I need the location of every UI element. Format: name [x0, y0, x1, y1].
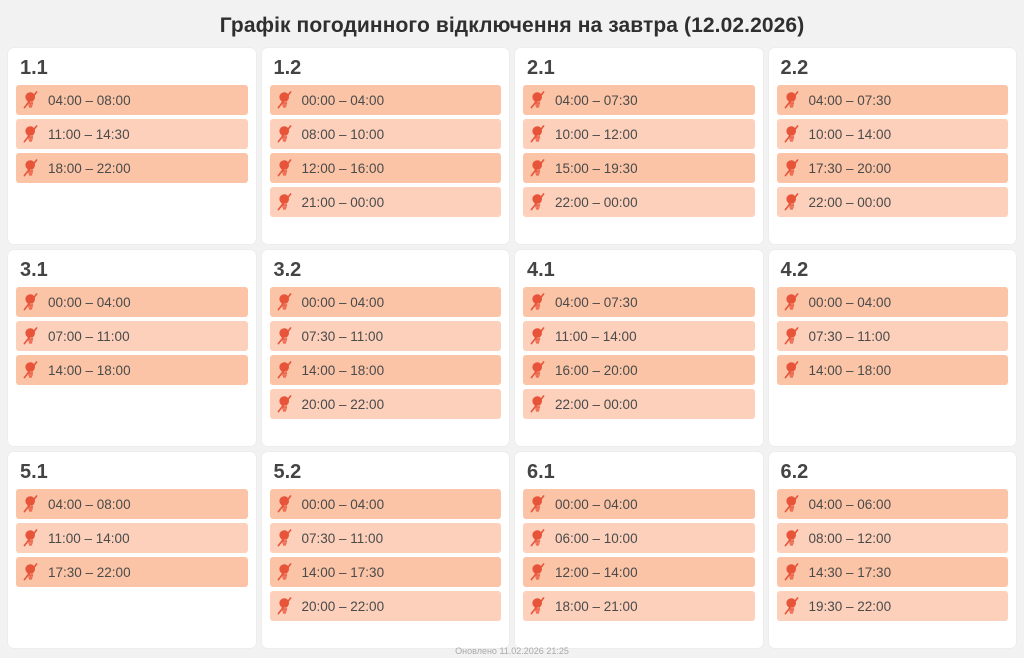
- outage-slot: [777, 287, 1009, 317]
- outage-slot: [270, 153, 502, 183]
- broken-bulb-icon: [529, 562, 547, 582]
- group-name: 4.1: [527, 259, 555, 281]
- slot-time-range: 04:00 – 07:30: [555, 92, 638, 108]
- slot-time-range: 17:30 – 20:00: [808, 160, 892, 176]
- broken-bulb-icon: [22, 124, 40, 144]
- outage-slot: [523, 287, 755, 317]
- group-name: 2.2: [780, 57, 809, 79]
- outage-slot: [270, 557, 502, 587]
- group-card: [769, 48, 1017, 244]
- slot-time-range: 06:00 – 10:00: [555, 530, 638, 546]
- outage-slot: [270, 389, 502, 419]
- slot-list: [270, 489, 502, 621]
- broken-bulb-icon: [276, 494, 294, 514]
- updated-timestamp: Оновлено 11.02.2026 21:25: [455, 646, 569, 656]
- page-title: Графік погодинного відключення на завтра (12.02.2026): [219, 14, 805, 37]
- slot-time-range: 22:00 – 00:00: [555, 194, 638, 210]
- slot-time-range: 14:30 – 17:30: [808, 564, 892, 580]
- slot-list: [777, 85, 1009, 217]
- group-name: 5.2: [273, 461, 302, 483]
- outage-slot: [16, 287, 248, 317]
- broken-bulb-icon: [276, 360, 294, 380]
- slot-list: [270, 287, 502, 419]
- broken-bulb-icon: [783, 158, 801, 178]
- broken-bulb-icon: [276, 124, 294, 144]
- slot-time-range: 07:30 – 11:00: [301, 328, 384, 344]
- slot-time-range: 12:00 – 16:00: [301, 160, 385, 176]
- slot-list: [777, 489, 1009, 621]
- broken-bulb-icon: [276, 90, 294, 110]
- broken-bulb-icon: [529, 192, 547, 212]
- broken-bulb-icon: [276, 562, 294, 582]
- broken-bulb-icon: [22, 494, 40, 514]
- slot-time-range: 00:00 – 04:00: [301, 496, 385, 512]
- outage-slot: [523, 85, 755, 115]
- slot-time-range: 12:00 – 14:00: [555, 564, 638, 580]
- broken-bulb-icon: [276, 158, 294, 178]
- broken-bulb-icon: [22, 562, 40, 582]
- broken-bulb-icon: [529, 394, 547, 414]
- slot-list: [523, 489, 755, 621]
- slot-time-range: 07:30 – 11:00: [808, 328, 891, 344]
- outage-slot: [523, 153, 755, 183]
- slot-time-range: 04:00 – 08:00: [48, 92, 131, 108]
- group-name: 2.1: [527, 57, 555, 79]
- broken-bulb-icon: [529, 326, 547, 346]
- slot-time-range: 14:00 – 18:00: [808, 362, 892, 378]
- outage-slot: [16, 119, 248, 149]
- broken-bulb-icon: [22, 90, 40, 110]
- broken-bulb-icon: [529, 292, 547, 312]
- slot-list: [270, 85, 502, 217]
- group-name: 3.1: [20, 259, 48, 281]
- outage-slot: [523, 119, 755, 149]
- group-name: 3.2: [273, 259, 302, 281]
- schedule-grid: [0, 48, 1024, 648]
- slot-time-range: 08:00 – 10:00: [301, 126, 385, 142]
- broken-bulb-icon: [276, 596, 294, 616]
- outage-slot: [270, 287, 502, 317]
- outage-slot: [523, 523, 755, 553]
- group-name: 1.1: [20, 57, 48, 79]
- group-card: [769, 452, 1017, 648]
- outage-slot: [270, 85, 502, 115]
- slot-time-range: 07:30 – 11:00: [301, 530, 384, 546]
- group-card: [515, 48, 763, 244]
- slot-time-range: 16:00 – 20:00: [555, 362, 638, 378]
- slot-time-range: 18:00 – 22:00: [48, 160, 131, 176]
- slot-list: [777, 287, 1009, 385]
- outage-slot: [777, 85, 1009, 115]
- outage-slot: [777, 355, 1009, 385]
- group-name: 5.1: [20, 461, 48, 483]
- broken-bulb-icon: [783, 124, 801, 144]
- group-name: 6.1: [527, 461, 555, 483]
- outage-slot: [16, 321, 248, 351]
- slot-time-range: 00:00 – 04:00: [301, 294, 385, 310]
- outage-slot: [523, 591, 755, 621]
- slot-time-range: 14:00 – 18:00: [48, 362, 131, 378]
- broken-bulb-icon: [783, 528, 801, 548]
- broken-bulb-icon: [783, 192, 801, 212]
- broken-bulb-icon: [529, 158, 547, 178]
- slot-time-range: 20:00 – 22:00: [301, 396, 385, 412]
- broken-bulb-icon: [529, 360, 547, 380]
- outage-slot: [270, 187, 502, 217]
- group-card: [8, 452, 256, 648]
- broken-bulb-icon: [783, 292, 801, 312]
- broken-bulb-icon: [276, 192, 294, 212]
- outage-slot: [16, 355, 248, 385]
- outage-slot: [777, 153, 1009, 183]
- outage-slot: [270, 489, 502, 519]
- broken-bulb-icon: [276, 394, 294, 414]
- broken-bulb-icon: [276, 326, 294, 346]
- slot-time-range: 10:00 – 12:00: [555, 126, 638, 142]
- slot-list: [16, 489, 248, 587]
- group-name: 1.2: [273, 57, 302, 79]
- broken-bulb-icon: [783, 596, 801, 616]
- slot-time-range: 20:00 – 22:00: [301, 598, 385, 614]
- broken-bulb-icon: [783, 90, 801, 110]
- slot-time-range: 14:00 – 18:00: [301, 362, 385, 378]
- broken-bulb-icon: [529, 494, 547, 514]
- outage-slot: [777, 321, 1009, 351]
- outage-slot: [16, 153, 248, 183]
- outage-slot: [270, 119, 502, 149]
- broken-bulb-icon: [22, 528, 40, 548]
- outage-slot: [523, 389, 755, 419]
- slot-list: [523, 85, 755, 217]
- slot-time-range: 00:00 – 04:00: [555, 496, 638, 512]
- outage-slot: [270, 355, 502, 385]
- outage-slot: [777, 187, 1009, 217]
- outage-slot: [777, 489, 1009, 519]
- outage-slot: [270, 321, 502, 351]
- broken-bulb-icon: [529, 528, 547, 548]
- broken-bulb-icon: [22, 326, 40, 346]
- broken-bulb-icon: [22, 360, 40, 380]
- group-card: [262, 48, 510, 244]
- broken-bulb-icon: [529, 596, 547, 616]
- slot-time-range: 14:00 – 17:30: [301, 564, 385, 580]
- broken-bulb-icon: [276, 292, 294, 312]
- slot-time-range: 22:00 – 00:00: [808, 194, 892, 210]
- outage-slot: [16, 557, 248, 587]
- group-card: [8, 250, 256, 446]
- slot-time-range: 04:00 – 08:00: [48, 496, 131, 512]
- broken-bulb-icon: [783, 360, 801, 380]
- outage-slot: [523, 355, 755, 385]
- outage-slot: [523, 321, 755, 351]
- slot-time-range: 08:00 – 12:00: [808, 530, 892, 546]
- slot-time-range: 04:00 – 07:30: [555, 294, 638, 310]
- broken-bulb-icon: [22, 158, 40, 178]
- slot-time-range: 04:00 – 07:30: [808, 92, 892, 108]
- group-card: [262, 452, 510, 648]
- broken-bulb-icon: [783, 562, 801, 582]
- outage-slot: [777, 523, 1009, 553]
- outage-slot: [270, 591, 502, 621]
- group-card: [769, 250, 1017, 446]
- slot-time-range: 22:00 – 00:00: [555, 396, 638, 412]
- slot-time-range: 17:30 – 22:00: [48, 564, 131, 580]
- outage-slot: [777, 119, 1009, 149]
- outage-slot: [16, 523, 248, 553]
- broken-bulb-icon: [529, 90, 547, 110]
- outage-slot: [523, 489, 755, 519]
- group-card: [262, 250, 510, 446]
- slot-time-range: 18:00 – 21:00: [555, 598, 638, 614]
- group-card: [515, 452, 763, 648]
- group-card: [8, 48, 256, 244]
- outage-slot: [16, 85, 248, 115]
- outage-slot: [270, 523, 502, 553]
- slot-list: [16, 287, 248, 385]
- slot-list: [523, 287, 755, 419]
- slot-time-range: 00:00 – 04:00: [301, 92, 385, 108]
- broken-bulb-icon: [276, 528, 294, 548]
- slot-time-range: 19:30 – 22:00: [808, 598, 892, 614]
- group-card: [515, 250, 763, 446]
- slot-time-range: 00:00 – 04:00: [48, 294, 131, 310]
- slot-time-range: 11:00 – 14:30: [48, 126, 130, 142]
- slot-time-range: 07:00 – 11:00: [48, 328, 130, 344]
- outage-slot: [523, 187, 755, 217]
- slot-time-range: 00:00 – 04:00: [808, 294, 892, 310]
- outage-slot: [777, 591, 1009, 621]
- outage-slot: [16, 489, 248, 519]
- broken-bulb-icon: [22, 292, 40, 312]
- broken-bulb-icon: [529, 124, 547, 144]
- slot-time-range: 04:00 – 06:00: [808, 496, 892, 512]
- slot-time-range: 21:00 – 00:00: [301, 194, 385, 210]
- outage-slot: [523, 557, 755, 587]
- slot-time-range: 11:00 – 14:00: [48, 530, 130, 546]
- broken-bulb-icon: [783, 494, 801, 514]
- slot-list: [16, 85, 248, 183]
- slot-time-range: 11:00 – 14:00: [555, 328, 637, 344]
- outage-slot: [777, 557, 1009, 587]
- group-name: 6.2: [780, 461, 809, 483]
- slot-time-range: 10:00 – 14:00: [808, 126, 892, 142]
- group-name: 4.2: [780, 259, 809, 281]
- broken-bulb-icon: [783, 326, 801, 346]
- slot-time-range: 15:00 – 19:30: [555, 160, 638, 176]
